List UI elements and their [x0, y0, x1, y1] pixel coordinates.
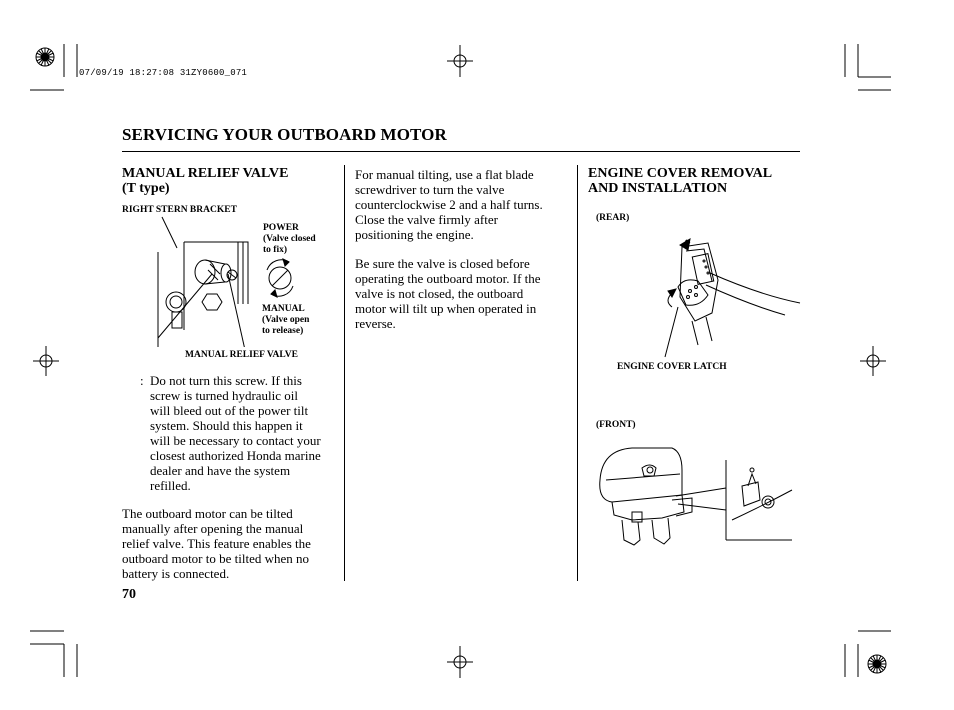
crop-marks-top-left: [30, 44, 77, 90]
label-manual-relief-valve: MANUAL RELIEF VALVE: [185, 350, 298, 360]
note-colon: :: [140, 373, 144, 388]
crosshair-icon: [860, 346, 886, 376]
label-front: (FRONT): [596, 420, 636, 430]
label-line: POWER: [263, 223, 299, 233]
label-rear: (REAR): [596, 213, 630, 223]
paragraph-manual-tilt: The outboard motor can be tilted manually after opening the manual relief valve. This feature enables the outboard motor to be tilted when no battery is connected.: [122, 506, 311, 581]
print-stamp: 07/09/19 18:27:08 31ZY0600_071: [79, 68, 248, 78]
label-line: to release): [262, 326, 304, 336]
crosshair-icon: [447, 45, 473, 77]
heading-line: (T type): [122, 181, 170, 196]
heading-line: AND INSTALLATION: [588, 181, 728, 196]
engine-cover-front-illustration: [592, 440, 802, 555]
engine-cover-latch-rear-illustration: [600, 225, 805, 365]
heading-line: MANUAL RELIEF VALVE: [122, 166, 289, 181]
column-divider: [577, 165, 578, 581]
registration-starburst-icon: [36, 48, 54, 66]
registration-starburst-icon: [868, 655, 886, 673]
paragraph-valve-closed: Be sure the valve is closed before operating the outboard motor. If the valve is not closed, the outboard motor will tilt up when operated in reverse.: [355, 256, 541, 331]
label-right-stern-bracket: RIGHT STERN BRACKET: [122, 205, 237, 215]
note-text: Do not turn this screw. If this screw is turned hydraulic oil will bleed out of the power tilt system. Should this happen it will be necessary to contact your closest authorized Honda marine dealer and have the system refilled.: [150, 373, 321, 493]
label-line: (Valve open: [262, 315, 310, 325]
crop-marks-top-right: [845, 44, 891, 90]
page-number: 70: [122, 587, 136, 602]
label-engine-cover-latch: ENGINE COVER LATCH: [617, 362, 727, 372]
crosshair-icon: [447, 646, 473, 678]
page-title: SERVICING YOUR OUTBOARD MOTOR: [122, 125, 447, 144]
label-line: (Valve closed: [263, 234, 316, 244]
label-line: to fix): [263, 245, 288, 255]
manual-relief-valve-illustration: [150, 212, 330, 347]
column-divider: [344, 165, 345, 581]
paragraph-manual-tilting: For manual tilting, use a flat blade screwdriver to turn the valve counterclockwise 2 and a half turns. Close the valve firmly after positioning the engine.: [355, 167, 543, 242]
title-rule: [122, 151, 800, 152]
label-line: MANUAL: [262, 304, 305, 314]
section-heading-manual-relief-valve: [122, 166, 289, 196]
crop-marks-bottom-left: [30, 631, 77, 677]
crosshair-icon: [33, 346, 59, 376]
section-heading-engine-cover: [588, 166, 772, 196]
heading-line: ENGINE COVER REMOVAL: [588, 166, 773, 181]
